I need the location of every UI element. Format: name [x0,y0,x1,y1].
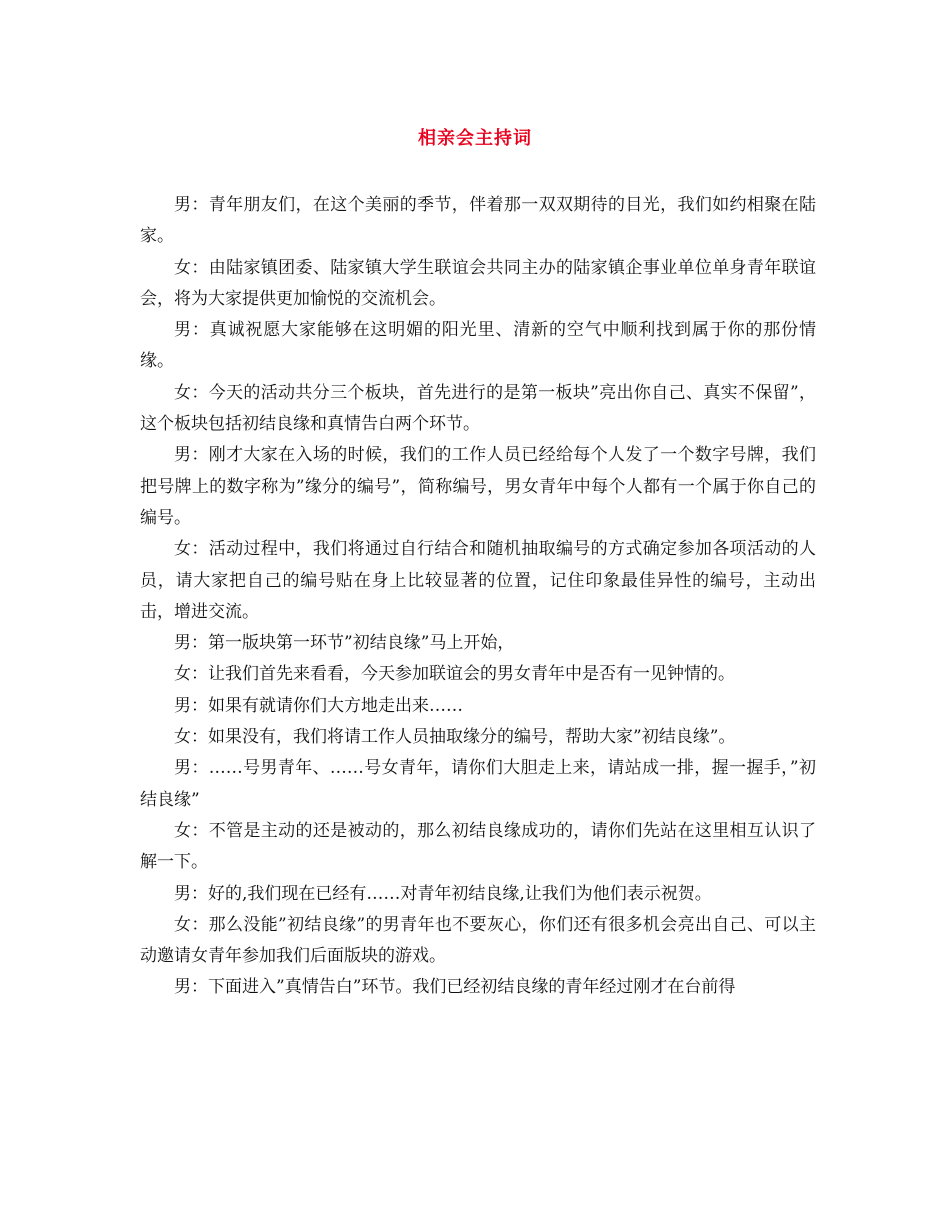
paragraph: 男：刚才大家在入场的时候，我们的工作人员已经给每个人发了一个数字号牌，我们把号牌上的数字称为”缘分的编号”，简称编号，男女青年中每个人都有一个属于你自己的编号。 [140,445,816,528]
paragraph: 女：活动过程中，我们将通过自行结合和随机抽取编号的方式确定参加各项活动的人员，请大家把自己的编号贴在身上比较显著的位置，记住印象最佳异性的编号，主动出击，增进交流。 [140,539,816,622]
paragraph: 女：如果没有，我们将请工作人员抽取缘分的编号，帮助大家”初结良缘”。 [174,727,736,748]
paragraph: 女：那么没能”初结良缘”的男青年也不要灰心，你们还有很多机会亮出自己、可以主动邀请女青年参加我们后面版块的游戏。 [140,914,816,967]
paragraph: 男：好的,我们现在已经有……对青年初结良缘,让我们为他们表示祝贺。 [174,883,712,904]
paragraph: 女：让我们首先来看看，今天参加联谊会的男女青年中是否有一见钟情的。 [174,664,735,685]
document-title: 相亲会主持词 [418,128,532,149]
paragraph: 男：青年朋友们，在这个美丽的季节，伴着那一双双期待的目光，我们如约相聚在陆家。 [140,195,816,247]
paragraph: 女：今天的活动共分三个板块，首先进行的是第一板块”亮出你自己、真实不保留”，这个板块包括初结良缘和真情告白两个环节。 [140,382,816,435]
paragraph: 男：……号男青年、……号女青年，请你们大胆走上来，请站成一排，握一握手，”初结良缘” [140,758,816,810]
paragraph: 女：不管是主动的还是被动的，那么初结良缘成功的，请你们先站在这里相互认识了解一下。 [140,820,816,873]
paragraph: 女：由陆家镇团委、陆家镇大学生联谊会共同主办的陆家镇企事业单位单身青年联谊会，将为大家提供更加愉悦的交流机会。 [140,257,816,309]
paragraph: 男：真诚祝愿大家能够在这明媚的阳光里、清新的空气中顺利找到属于你的那份情缘。 [140,320,816,372]
document-body [140,190,816,1004]
paragraph: 男：下面进入”真情告白”环节。我们已经初结良缘的青年经过刚才在台前得 [174,977,736,998]
paragraph: 男：如果有就请你们大方地走出来…… [174,695,463,716]
paragraph: 男：第一版块第一环节”初结良缘”马上开始， [174,633,515,654]
